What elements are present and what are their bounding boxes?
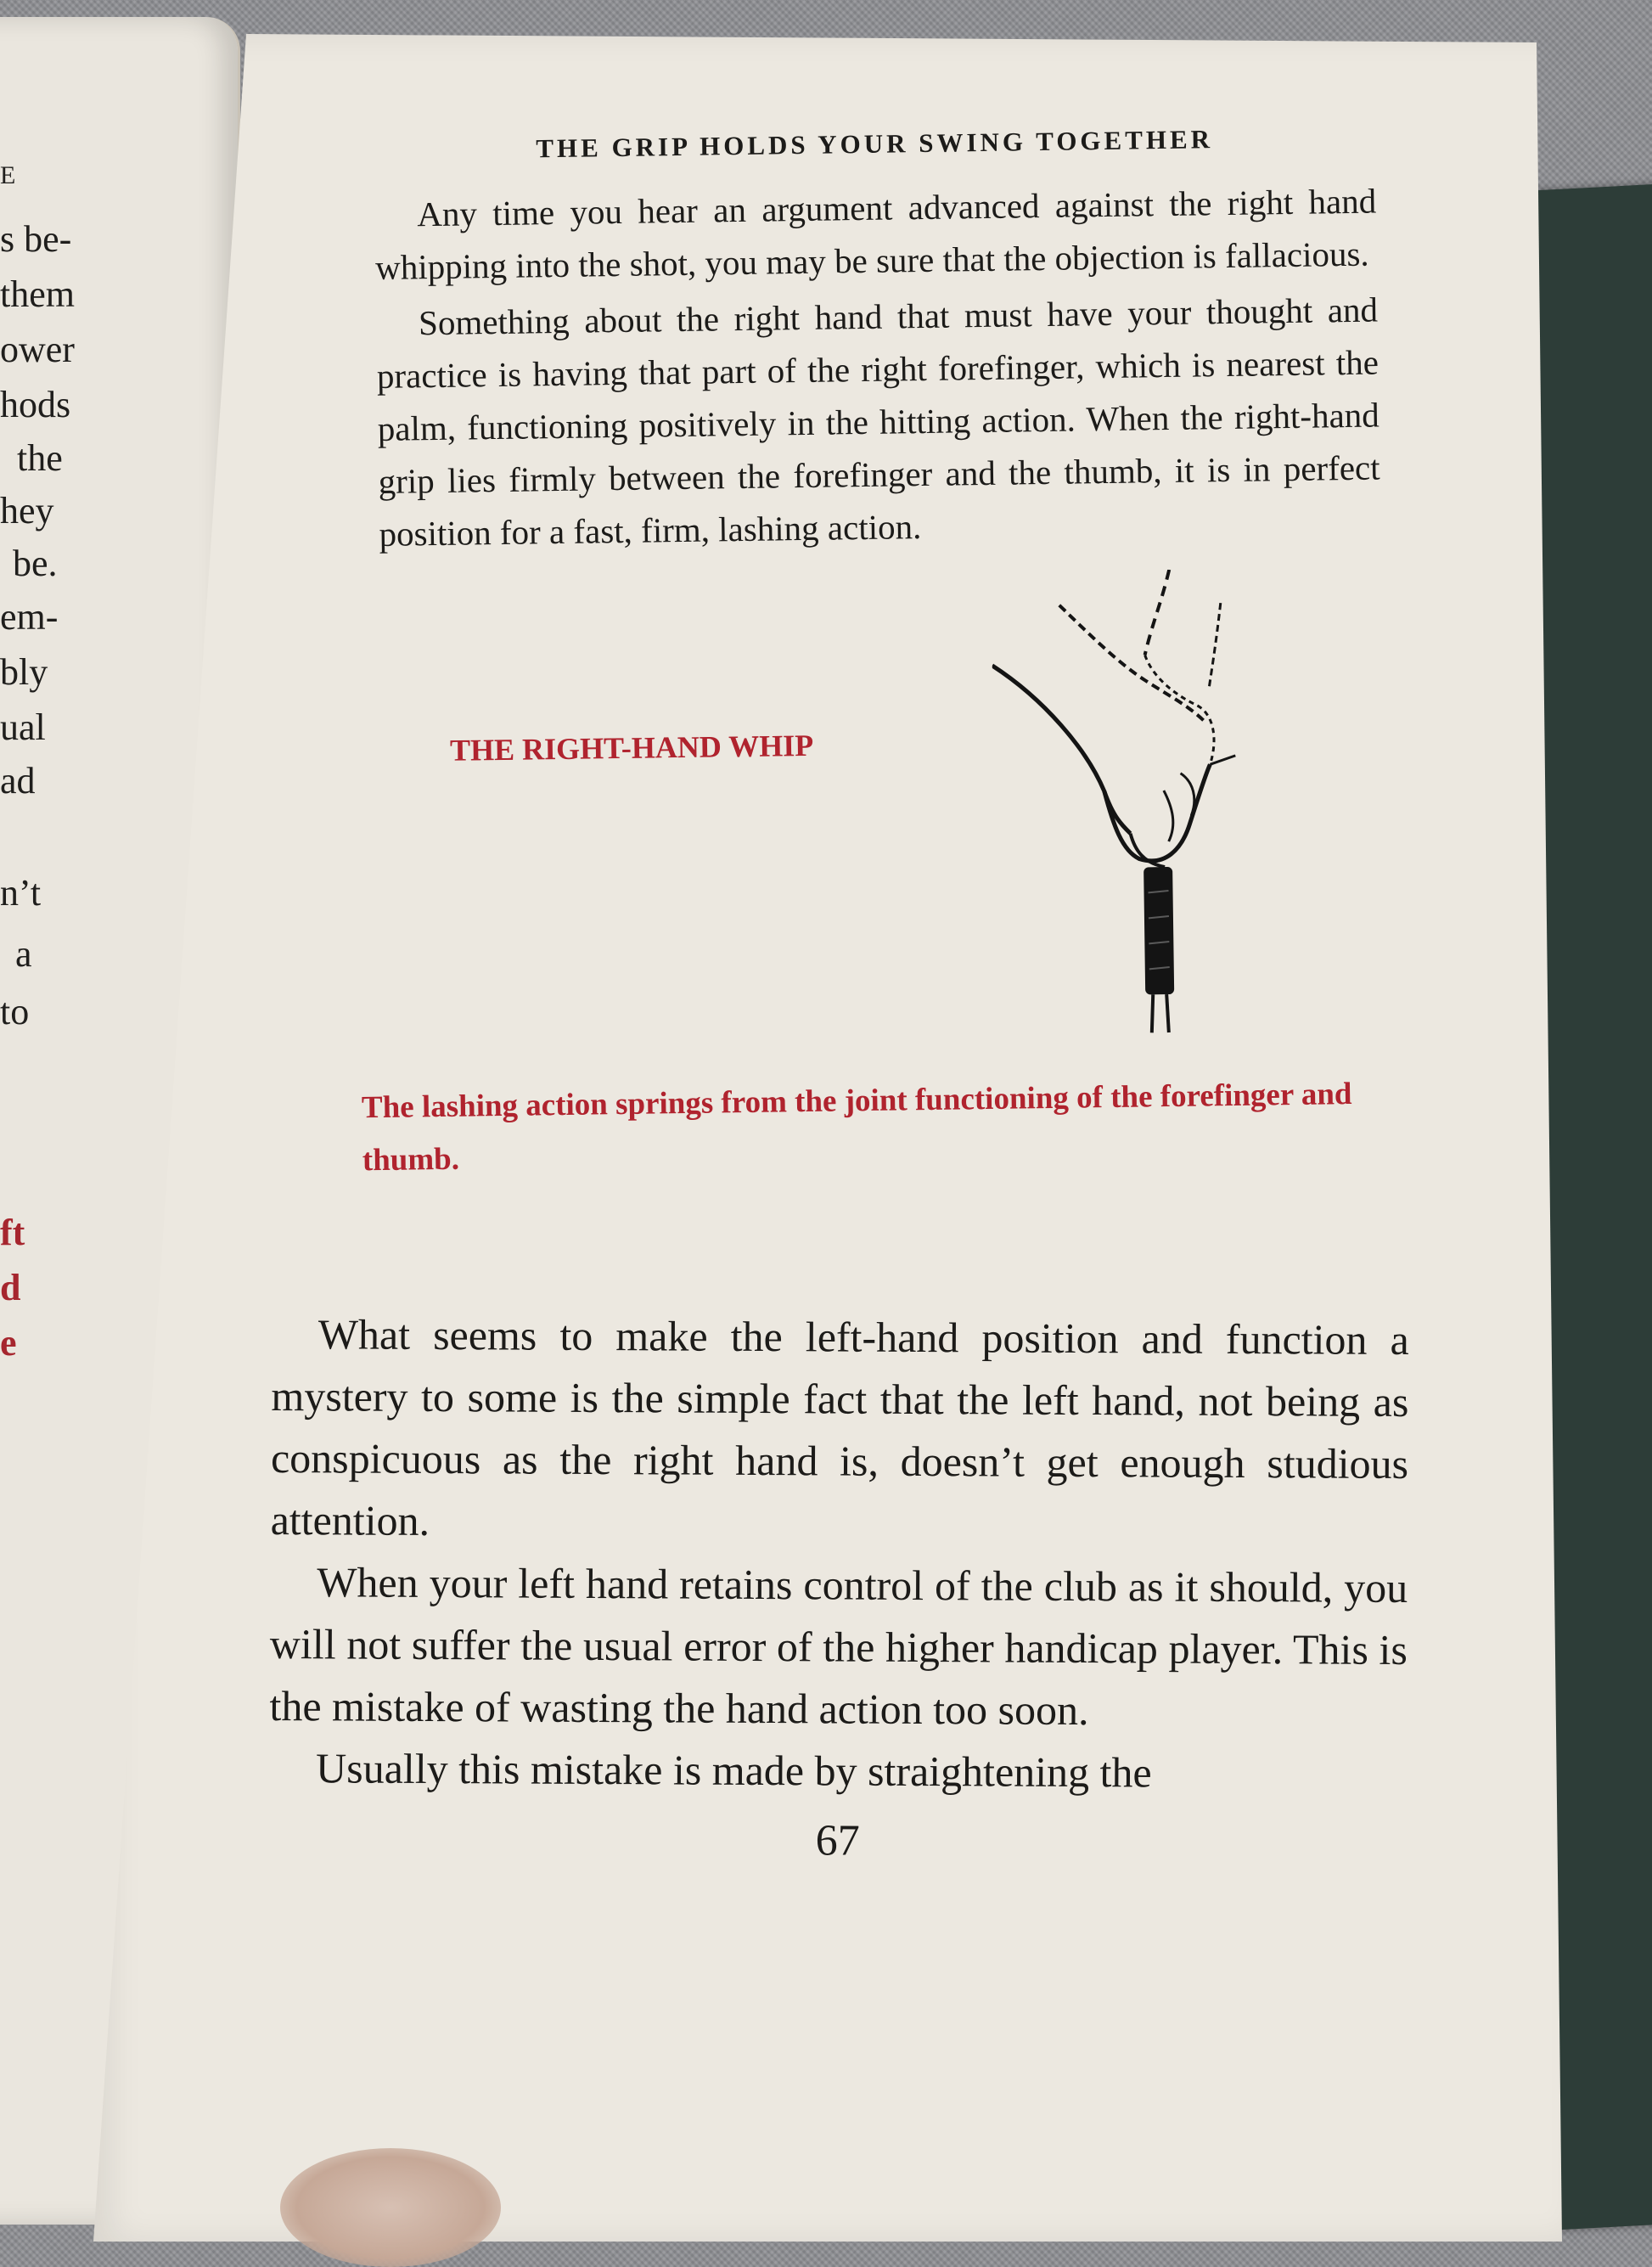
- left-fragment: bly: [0, 651, 48, 693]
- paragraph: Usually this mistake is made by straightening the: [315, 1744, 1152, 1797]
- left-fragment: ft: [0, 1212, 25, 1253]
- left-fragment: be.: [13, 543, 58, 584]
- figure-title: THE RIGHT-HAND WHIP: [449, 728, 814, 768]
- page-number: 67: [815, 1816, 860, 1865]
- figure: [379, 549, 1388, 1081]
- left-fragment: s be-: [0, 218, 72, 260]
- hand-gripping-club-illustration: [991, 568, 1269, 1047]
- left-fragment: ad: [0, 760, 36, 802]
- left-fragment: n’t: [0, 872, 42, 914]
- left-fragment: ual: [0, 706, 46, 748]
- paragraph: What seems to make the left-hand position and function a mystery to some is the simple fact that the left hand, not being as conspicuous as the right hand is, doesn’t get enough studious attention.: [270, 1310, 1409, 1544]
- left-fragment: ower: [0, 329, 75, 370]
- paragraph: When your left hand retains control of the club as it should, you will not suffer the usual error of the higher handicap player. This is the mistake of wasting the hand action too soon.: [269, 1558, 1408, 1735]
- left-fragment: them: [0, 273, 75, 315]
- paragraph: Something about the right hand that must have your thought and practice is having that part of the right forefinger, which is nearest the palm, functioning positively in the hitting action. When the right-hand grip lies firmly between the forefinger and the thumb, it is in perfect position for a fast, firm, lashing action.: [376, 290, 1380, 554]
- left-fragment: hey: [0, 490, 54, 532]
- left-fragment: e: [0, 1322, 17, 1364]
- figure-caption: The lashing action springs from the joint functioning of the forefinger and thumb.: [361, 1077, 1352, 1179]
- left-fragment: hods: [0, 384, 71, 425]
- left-fragment: em-: [0, 596, 59, 638]
- upper-text-block: [361, 122, 1390, 1201]
- left-fragment: the: [17, 437, 63, 479]
- running-head: THE GRIP HOLDS YOUR SWING TOGETHER: [536, 124, 1214, 164]
- left-fragment: a: [15, 933, 32, 975]
- left-fragment: to: [0, 991, 30, 1032]
- paragraph: Any time you hear an argument advanced against the right hand whipping into the shot, you may be sure that the objection is fallacious.: [374, 181, 1377, 287]
- left-fragment: E: [0, 161, 16, 189]
- left-fragment: d: [0, 1267, 21, 1308]
- lower-text-block: [269, 1303, 1409, 1869]
- thumb: [280, 2148, 501, 2267]
